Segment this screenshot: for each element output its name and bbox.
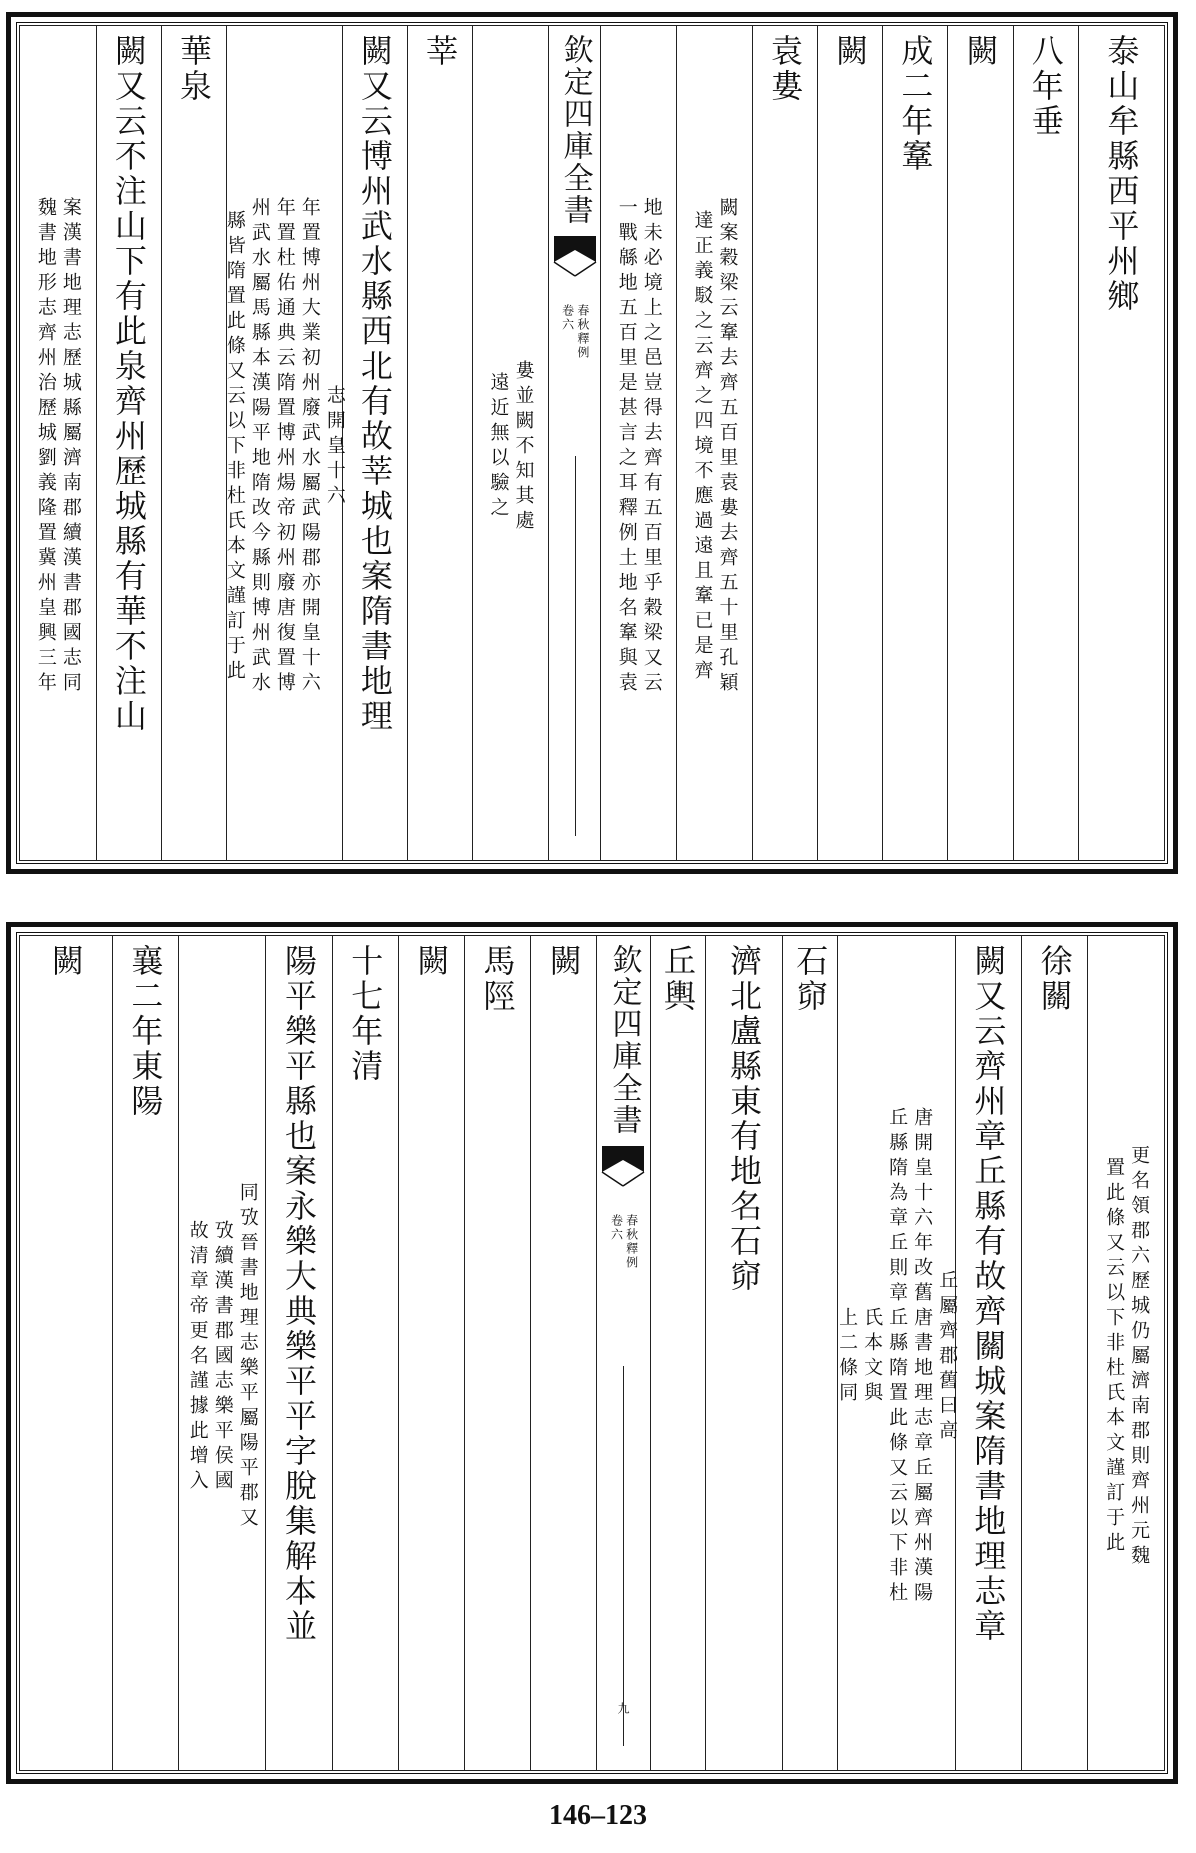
book-name: 春秋釋例 bbox=[624, 1214, 639, 1270]
book-title: 欽定四庫全書 bbox=[606, 944, 642, 1136]
center-fold-column bbox=[548, 26, 601, 860]
text-column bbox=[752, 26, 817, 860]
column-text: 闕 bbox=[46, 944, 85, 979]
text-column bbox=[955, 936, 1021, 1770]
text-column bbox=[947, 26, 1012, 860]
column-text: 闕又云不注山下有此泉齊州歷城縣有華不注山 bbox=[109, 34, 148, 734]
annotation-column bbox=[223, 26, 346, 860]
book-name: 春秋釋例 bbox=[575, 304, 590, 360]
annotation-column bbox=[676, 26, 752, 860]
annotation-column bbox=[20, 26, 96, 860]
text-column bbox=[332, 936, 398, 1770]
text-column bbox=[407, 26, 472, 860]
text-column bbox=[1021, 936, 1087, 1770]
column-text: 馬陘 bbox=[478, 944, 517, 1014]
column-text: 徐關 bbox=[1035, 944, 1074, 1014]
annotation-column bbox=[600, 26, 676, 860]
column-text: 石窌 bbox=[791, 944, 830, 1014]
bottom-page-frame bbox=[6, 922, 1178, 1784]
column-text: 闕 bbox=[544, 944, 583, 979]
annotation-line: 丘縣隋為章丘則章丘縣隋置此條又云以下非杜 bbox=[886, 1107, 909, 1607]
annotation-column bbox=[178, 936, 266, 1770]
annotation-line: 地未必境上之邑豈得去齊有五百里乎穀梁又云 bbox=[640, 197, 663, 697]
column-text: 十七年清 bbox=[346, 944, 385, 1084]
column-text: 濟北盧縣東有地名石窌 bbox=[725, 944, 764, 1294]
text-column bbox=[20, 936, 112, 1770]
annotation-line: 唐開皇十六年改舊唐書地理志章丘屬齊州漢陽 bbox=[911, 1107, 934, 1607]
page-number: 146–123 bbox=[549, 1800, 647, 1831]
annotation-line: 置此條又云以下非杜氏本文謹訂于此 bbox=[1103, 1157, 1126, 1557]
annotation-line: 丘屬齊郡舊曰高 bbox=[936, 1269, 959, 1445]
annotation-line: 遠近無以驗之 bbox=[487, 372, 510, 522]
annotation-line: 達正義駁之云齊之四境不應過遠且鞌已是齊 bbox=[691, 209, 714, 685]
annotation-line: 案漢書地理志歷城縣屬濟南郡續漢書郡國志同 bbox=[59, 197, 82, 697]
annotation-line: 上二條同 bbox=[836, 1307, 859, 1407]
text-column bbox=[1013, 26, 1078, 860]
column-text: 闕 bbox=[961, 34, 1000, 69]
column-text: 闕 bbox=[831, 34, 870, 69]
fold-line bbox=[623, 1366, 624, 1746]
annotation-line: 故清章帝更名謹據此增入 bbox=[186, 1219, 209, 1495]
column-text: 陽平樂平縣也案永樂大典樂平平字脫集解本並 bbox=[280, 944, 319, 1644]
text-column bbox=[96, 26, 161, 860]
annotation-line: 同攷晉書地理志樂平屬陽平郡又 bbox=[236, 1182, 259, 1532]
column-text: 成二年鞌 bbox=[896, 34, 935, 174]
top-page-frame bbox=[6, 12, 1178, 874]
fishtail-mark-icon bbox=[554, 236, 596, 288]
text-column bbox=[530, 936, 596, 1770]
annotation-line: 一戰緜地五百里是甚言之耳釋例土地名鞌與袁 bbox=[615, 197, 638, 697]
column-text: 襄二年東陽 bbox=[126, 944, 165, 1119]
text-column bbox=[161, 26, 226, 860]
column-text: 華泉 bbox=[175, 34, 213, 104]
annotation-column bbox=[1087, 936, 1164, 1770]
text-column bbox=[342, 26, 407, 860]
annotation-line: 氏本文與 bbox=[861, 1307, 884, 1407]
annotation-column bbox=[472, 26, 548, 860]
text-column bbox=[882, 26, 947, 860]
text-column bbox=[464, 936, 530, 1770]
annotation-line: 縣皆隋置此條又云以下非杜氏本文謹訂于此 bbox=[223, 209, 246, 685]
annotation-line: 年置杜佑通典云隋置博州煬帝初州廢唐復置博 bbox=[273, 197, 296, 697]
volume-label: 卷六 bbox=[609, 1214, 624, 1242]
column-text: 八年垂 bbox=[1026, 34, 1065, 139]
column-text: 闕又云博州武水縣西北有故莘城也案隋書地理 bbox=[355, 34, 394, 734]
annotation-line: 攷續漢書郡國志樂平侯國 bbox=[211, 1219, 234, 1495]
annotation-line: 婁並闕不知其處 bbox=[512, 359, 535, 535]
column-text: 莘 bbox=[421, 34, 460, 69]
leaf-number: 九 bbox=[615, 1702, 630, 1714]
volume-label: 卷六 bbox=[560, 304, 575, 332]
text-column bbox=[650, 936, 705, 1770]
text-column bbox=[782, 936, 837, 1770]
column-text: 袁婁 bbox=[765, 34, 804, 104]
text-column bbox=[265, 936, 331, 1770]
top-text-block bbox=[19, 25, 1165, 861]
annotation-line: 魏書地形志齊州治歷城劉義隆置冀州皇興三年 bbox=[34, 197, 57, 697]
text-column bbox=[1078, 26, 1164, 860]
annotation-line: 闕案穀梁云鞌去齊五百里袁婁去齊五十里孔穎 bbox=[716, 197, 739, 697]
fold-line bbox=[575, 456, 576, 836]
book-title: 欽定四庫全書 bbox=[557, 34, 593, 226]
column-text: 闕又云齊州章丘縣有故齊關城案隋書地理志章 bbox=[969, 944, 1008, 1644]
annotation-line: 年置博州大業初州廢武水屬武陽郡亦開皇十六 bbox=[298, 197, 321, 697]
annotation-line: 志開皇十六 bbox=[323, 384, 346, 510]
annotation-column bbox=[836, 936, 959, 1770]
annotation-line: 更名領郡六歷城仍屬濟南郡則齊州元魏 bbox=[1128, 1144, 1151, 1570]
text-column bbox=[398, 936, 464, 1770]
column-text: 泰山牟縣西平州鄉 bbox=[1102, 34, 1141, 314]
column-text: 闕 bbox=[412, 944, 451, 979]
text-column bbox=[705, 936, 782, 1770]
fishtail-mark-icon bbox=[602, 1146, 644, 1198]
text-column bbox=[817, 26, 882, 860]
text-column bbox=[112, 936, 178, 1770]
center-fold-column bbox=[596, 936, 649, 1770]
bottom-text-block bbox=[19, 935, 1165, 1771]
annotation-line: 州武水屬馬縣本漢陽平地隋改今縣則博州武水 bbox=[248, 197, 271, 697]
column-text: 丘輿 bbox=[658, 944, 697, 1014]
